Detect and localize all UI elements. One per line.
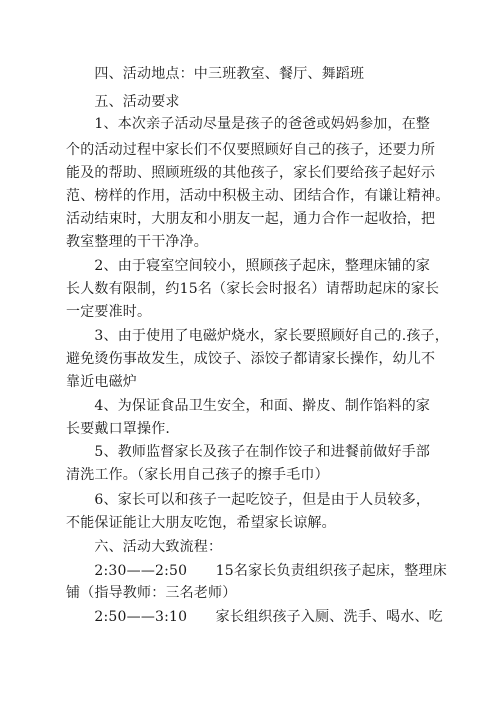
text-line: 教室整理的干干净净。 xyxy=(66,234,208,250)
text-line: 个的活动过程中家长们不仅要照顾好自己的孩子，还要力所 xyxy=(66,142,436,158)
text-line: 长要戴口罩操作. xyxy=(66,421,171,437)
text-line: 1、本次亲子活动尽量是孩子的爸爸或妈妈参加，在整 xyxy=(66,116,431,132)
text-line: 避免烫伤事故发生，成饺子、添饺子都请家长操作，幼儿不 xyxy=(66,351,436,367)
text-line: 3、由于使用了电磁炉烧水，家长要照顾好自己的.孩子， xyxy=(66,328,449,344)
text-line: 6、家长可以和孩子一起吃饺子，但是由于人员较多， xyxy=(66,492,431,508)
text-line: 四、活动地点：中三班教室、餐厅、舞蹈班 xyxy=(66,66,365,82)
text-line: 清洗工作。（家长用自己孩子的擦手毛巾） xyxy=(66,467,329,483)
text-line: 五、活动要求 xyxy=(66,94,180,110)
text-line: 一定要准时。 xyxy=(66,304,152,320)
text-line: 4、为保证食品卫生安全，和面、擀皮、制作馅料的家 xyxy=(66,398,431,414)
text-line: 活动结束时，大朋友和小朋友一起，通力合作一起收拾，把 xyxy=(66,211,436,227)
text-line: 靠近电磁炉 xyxy=(66,374,137,390)
text-line: 铺（指导教师：三名老师） xyxy=(66,585,237,601)
text-line: 5、教师监督家长及孩子在制作饺子和进餐前做好手部 xyxy=(66,444,431,460)
text-line: 2、由于寝室空间较小，照顾孩子起床，整理床铺的家 xyxy=(66,258,431,274)
text-line: 不能保证能让大朋友吃饱，希望家长谅解。 xyxy=(66,515,336,531)
text-line: 2:30——2:50 15名家长负责组织孩子起床，整理床 xyxy=(66,563,447,579)
text-line: 能及的帮助、照顾班级的其他孩子，家长们要给孩子起好示 xyxy=(66,165,436,181)
text-line: 六、活动大致流程： xyxy=(66,539,223,555)
text-line: 长人数有限制，约15名（家长会时报名）请帮助起床的家长 xyxy=(66,281,440,297)
text-line: 2:50——3:10 家长组织孩子入厕、洗手、喝水、吃 xyxy=(66,609,443,625)
text-line: 范、榜样的作用，活动中积极主动、团结合作，有谦让精神。 xyxy=(66,188,450,204)
